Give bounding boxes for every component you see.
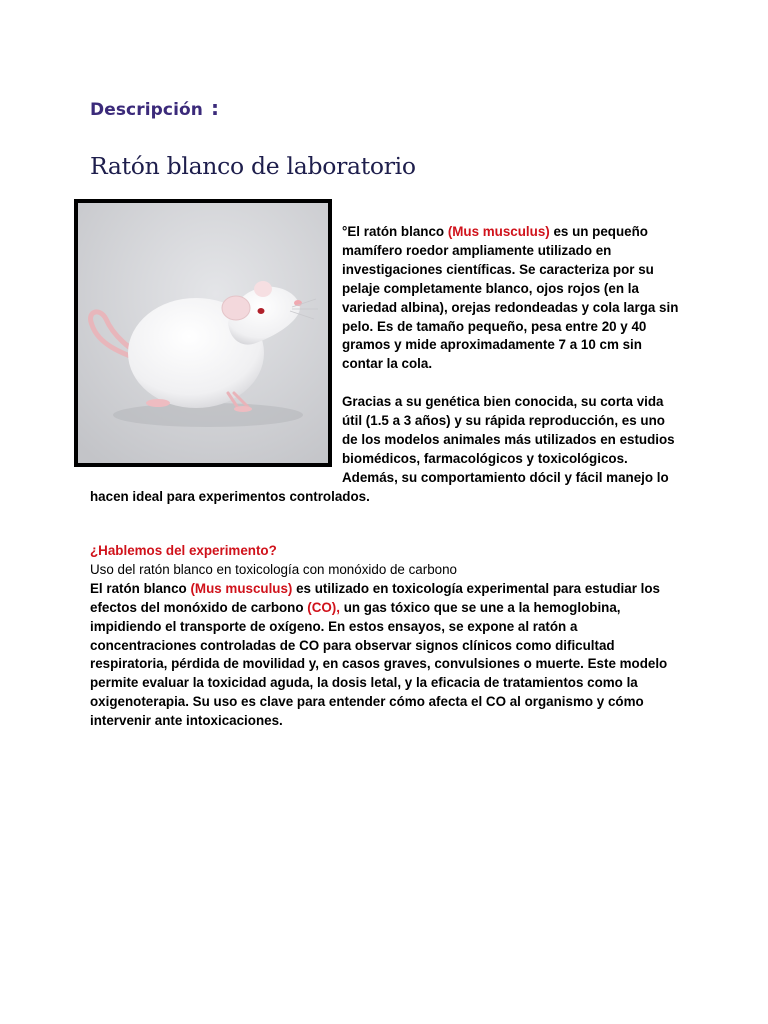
intro-paragraph-2: Gracias a su genética bien conocida, su corta vida útil (1.5 a 3 años) y su rápida reproducción, es uno de los modelos animales más utilizados en estudios biomédicos, farmacológicos y toxicológicos. Además, su comportamiento dócil y fácil manejo lo hacen ideal para experimentos controlados.	[90, 394, 675, 504]
experiment-text-2: es utilizado en toxicología experimental para estudiar los efectos del monóxido de carbono	[90, 580, 660, 615]
species-name: (Mus musculus)	[447, 224, 550, 239]
co-abbreviation: (CO),	[307, 599, 340, 615]
experiment-subtitle: Uso del ratón blanco en toxicología con monóxido de carbono	[90, 561, 457, 577]
image-wrap-spacer	[90, 223, 342, 487]
intro-p1-before: °El ratón blanco	[342, 224, 448, 239]
experiment-section	[90, 542, 680, 731]
intro-text	[90, 223, 680, 507]
experiment-question: ¿Hablemos del experimento?	[90, 543, 277, 558]
experiment-text-1: El ratón blanco	[90, 580, 191, 596]
experiment-paragraph	[90, 580, 680, 731]
section-label-colon: :	[211, 96, 220, 120]
section-label	[90, 96, 219, 120]
page-title: Ratón blanco de laboratorio	[90, 152, 416, 180]
intro-p1-after: es un pequeño mamífero roedor ampliamente utilizado en investigaciones científicas. Se caracteriza por su pelaje completamente blanco, ojos rojos (en la variedad albina), orejas redondeadas y cola larga sin pelo. Es de tamaño pequeño, pesa entre 20 y 40 gramos y mide aproximadamente 7 a 10 cm sin contar la cola.	[342, 224, 679, 372]
experiment-species-name: (Mus musculus)	[190, 580, 293, 596]
experiment-text-3: un gas tóxico que se une a la hemoglobina, impidiendo el transporte de oxígeno. En estos ensayos, se expone al ratón a concentraciones controladas de CO para observar signos clínicos como dificultad respiratoria, pérdida de movilidad y, en casos graves, convulsiones o muerte. Este modelo permite evaluar la toxicidad aguda, la dosis letal, y la eficacia de tratamientos como la oxigenoterapia. Su uso es clave para entender cómo afecta el CO al organismo y cómo intervenir ante intoxicaciones.	[90, 599, 668, 729]
section-label-text: Descripción	[90, 100, 204, 120]
